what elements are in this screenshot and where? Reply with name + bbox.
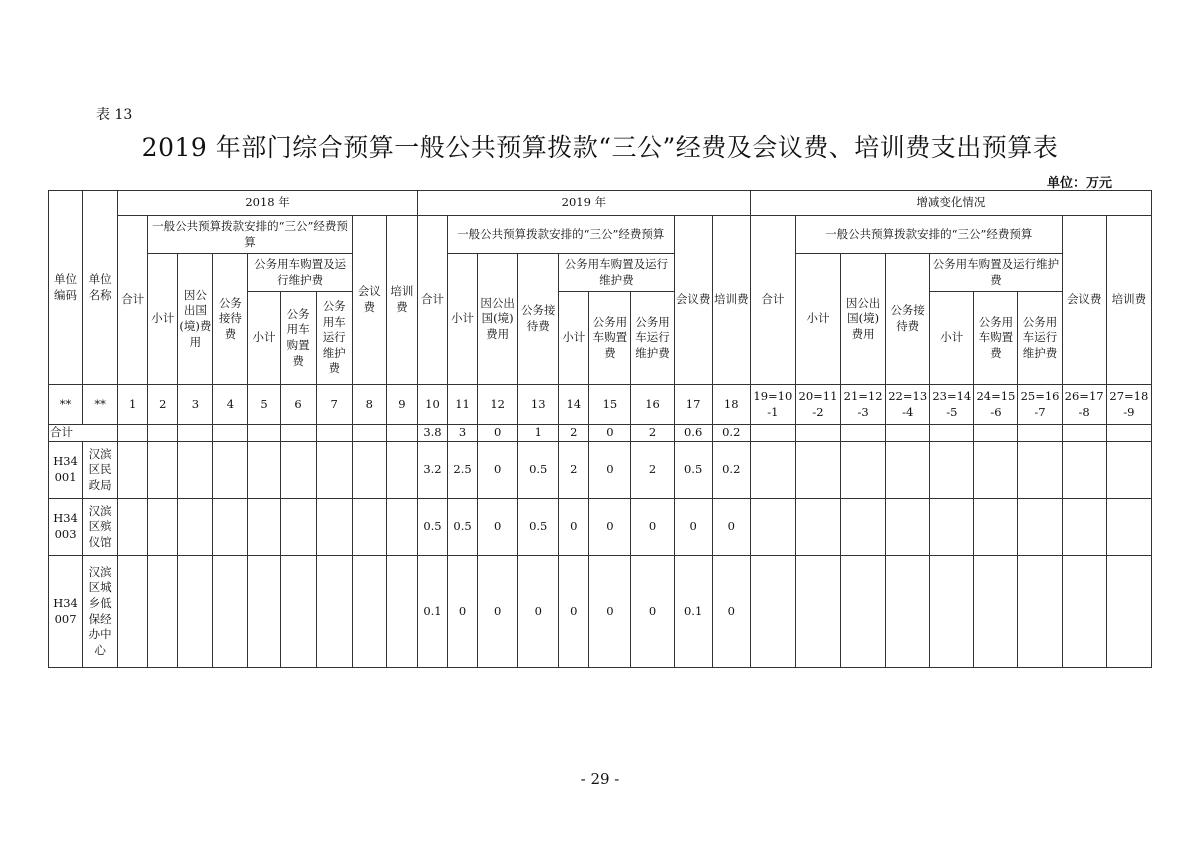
header-reception-2018: 公务接待费: [213, 254, 248, 385]
total-label: 合计: [49, 425, 118, 442]
value-cell: 0: [589, 556, 631, 668]
header-row-subgroups: [49, 254, 1152, 292]
value-cell: 0.5: [674, 442, 712, 499]
header-total-change: 合计: [750, 216, 795, 385]
col-number: 11: [448, 385, 478, 425]
value-cell: 0: [518, 556, 559, 668]
value-cell: 0: [478, 442, 518, 499]
header-subtotal-change: 小计: [795, 254, 840, 385]
header-three-public-change: 一般公共预算拨款安排的“三公”经费预算: [795, 216, 1062, 254]
header-vehicle-purchase-change: 公务用车购置费: [974, 292, 1018, 385]
page-number: - 29 -: [580, 770, 620, 788]
col-number: 17: [674, 385, 712, 425]
header-vehicle-maint-change: 公务用车运行维护费: [1018, 292, 1062, 385]
col-number: 6: [280, 385, 316, 425]
header-subtotal-2019: 小计: [448, 254, 478, 385]
header-vehicle-group-2019: 公务用车购置及运行维护费: [559, 254, 674, 292]
header-vehicle-subtotal-change: 小计: [930, 292, 974, 385]
header-vehicle-group-change: 公务用车购置及运行维护费: [930, 254, 1062, 292]
header-vehicle-maint-2018: 公务用车运行维护费: [316, 292, 352, 385]
document-title: 2019 年部门综合预算一般公共预算拨款“三公”经费及会议费、培训费支出预算表: [141, 133, 1059, 162]
total-cell: 2: [631, 425, 674, 442]
col-number: 4: [213, 385, 248, 425]
value-cell: 0: [712, 556, 750, 668]
value-cell: 2.5: [448, 442, 478, 499]
unit-label: 单位：万元: [1046, 176, 1112, 191]
col-number: **: [49, 385, 83, 425]
value-cell: 0: [631, 499, 674, 556]
header-row-years: [49, 191, 1152, 216]
header-total-2019: 合计: [417, 216, 447, 385]
col-number: 5: [248, 385, 280, 425]
header-vehicle-subtotal-2019: 小计: [559, 292, 589, 385]
value-cell: 0.5: [518, 499, 559, 556]
header-abroad-2019: 因公出国(境)费用: [478, 254, 518, 385]
value-cell: 0: [448, 556, 478, 668]
header-unit-name: 单位名称: [83, 191, 118, 385]
table-number: 表 13: [96, 107, 133, 123]
value-cell: 0: [674, 499, 712, 556]
col-number: **: [83, 385, 118, 425]
col-number: 19=10-1: [750, 385, 795, 425]
total-row: [49, 425, 1152, 442]
value-cell: 0: [559, 556, 589, 668]
total-cell: 2: [559, 425, 589, 442]
value-cell: 0: [559, 499, 589, 556]
header-2018: 2018 年: [118, 191, 418, 216]
value-cell: 0.1: [417, 556, 447, 668]
header-three-public-2018: 一般公共预算拨款安排的“三公”经费预算: [148, 216, 353, 254]
value-cell: 0.2: [712, 442, 750, 499]
unit-name-cell: 汉滨区殡仪馆: [83, 499, 118, 556]
value-cell: 0: [631, 556, 674, 668]
table-row: [49, 442, 1152, 499]
value-cell: 2: [559, 442, 589, 499]
total-cell: 0: [589, 425, 631, 442]
col-number: 10: [417, 385, 447, 425]
header-vehicle-maint-2019: 公务用车运行维护费: [631, 292, 674, 385]
col-number: 23=14-5: [930, 385, 974, 425]
col-number: 13: [518, 385, 559, 425]
col-number: 18: [712, 385, 750, 425]
header-2019: 2019 年: [417, 191, 750, 216]
header-unit-code: 单位编码: [49, 191, 83, 385]
col-number: 2: [148, 385, 178, 425]
col-number: 20=11-2: [795, 385, 840, 425]
header-meeting-2018: 会议费: [352, 216, 386, 385]
col-number: 14: [559, 385, 589, 425]
total-cell: 0: [478, 425, 518, 442]
col-number: 24=15-6: [974, 385, 1018, 425]
value-cell: 3.2: [417, 442, 447, 499]
header-row-groups: [49, 216, 1152, 254]
header-training-2018: 培训费: [386, 216, 417, 385]
header-training-2019: 培训费: [712, 216, 750, 385]
col-number: 26=17-8: [1062, 385, 1106, 425]
col-number: 3: [178, 385, 213, 425]
header-vehicle-subtotal-2018: 小计: [248, 292, 280, 385]
total-cell: 1: [518, 425, 559, 442]
header-reception-change: 公务接待费: [886, 254, 930, 385]
header-change: 增减变化情况: [750, 191, 1151, 216]
col-number: 8: [352, 385, 386, 425]
value-cell: 0: [589, 442, 631, 499]
col-number: 12: [478, 385, 518, 425]
value-cell: 0: [478, 499, 518, 556]
value-cell: 0: [712, 499, 750, 556]
column-number-row: [49, 385, 1152, 425]
total-cell: 0.2: [712, 425, 750, 442]
unit-code-cell: H34003: [49, 499, 83, 556]
value-cell: 0: [589, 499, 631, 556]
value-cell: 0.5: [518, 442, 559, 499]
col-number: 9: [386, 385, 417, 425]
col-number: 22=13-4: [886, 385, 930, 425]
header-meeting-change: 会议费: [1062, 216, 1106, 385]
header-total-2018: 合计: [118, 216, 148, 385]
col-number: 27=18-9: [1106, 385, 1151, 425]
header-subtotal-2018: 小计: [148, 254, 178, 385]
table-row: [49, 499, 1152, 556]
col-number: 25=16-7: [1018, 385, 1062, 425]
unit-code-cell: H34007: [49, 556, 83, 668]
header-reception-2019: 公务接待费: [518, 254, 559, 385]
total-cell: 0.6: [674, 425, 712, 442]
header-vehicle-purchase-2019: 公务用车购置费: [589, 292, 631, 385]
col-number: 21=12-3: [841, 385, 886, 425]
unit-code-cell: H34001: [49, 442, 83, 499]
header-training-change: 培训费: [1106, 216, 1151, 385]
header-meeting-2019: 会议费: [674, 216, 712, 385]
total-cell: 3.8: [417, 425, 447, 442]
col-number: 7: [316, 385, 352, 425]
header-abroad-change: 因公出国(境)费用: [841, 254, 886, 385]
header-vehicle-purchase-2018: 公务用车购置费: [280, 292, 316, 385]
header-vehicle-group-2018: 公务用车购置及运行维护费: [248, 254, 352, 292]
value-cell: 0.1: [674, 556, 712, 668]
total-cell: 3: [448, 425, 478, 442]
value-cell: 2: [631, 442, 674, 499]
col-number: 16: [631, 385, 674, 425]
value-cell: 0.5: [417, 499, 447, 556]
unit-name-cell: 汉滨区城乡低保经办中心: [83, 556, 118, 668]
col-number: 1: [118, 385, 148, 425]
value-cell: 0: [478, 556, 518, 668]
col-number: 15: [589, 385, 631, 425]
table-row: [49, 556, 1152, 668]
header-three-public-2019: 一般公共预算拨款安排的“三公”经费预算: [448, 216, 675, 254]
header-abroad-2018: 因公出国(境)费用: [178, 254, 213, 385]
unit-name-cell: 汉滨区民政局: [83, 442, 118, 499]
budget-table: [48, 190, 1152, 668]
value-cell: 0.5: [448, 499, 478, 556]
